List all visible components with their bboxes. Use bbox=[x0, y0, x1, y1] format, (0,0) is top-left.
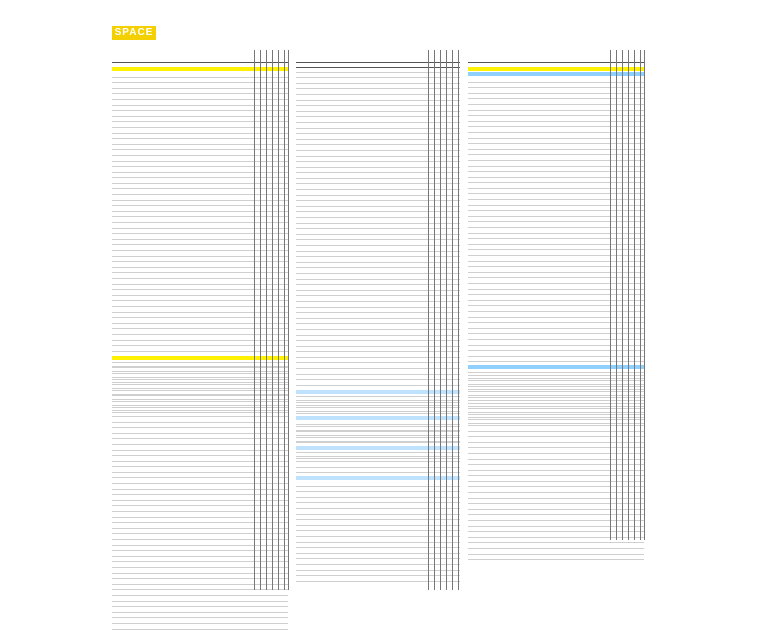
page2-section-b bbox=[296, 416, 460, 420]
column-divider bbox=[278, 50, 279, 590]
column-divider bbox=[610, 50, 611, 540]
column-divider bbox=[288, 50, 289, 590]
page2-rows-c bbox=[296, 421, 460, 449]
page3-section-c bbox=[468, 365, 644, 369]
column-divider bbox=[628, 50, 629, 540]
column-divider bbox=[616, 50, 617, 540]
table-row bbox=[468, 555, 644, 561]
column-divider bbox=[644, 50, 645, 540]
table-row bbox=[296, 576, 460, 582]
page2-rows-e bbox=[296, 481, 460, 582]
page2-rows-d bbox=[296, 451, 460, 479]
column-divider bbox=[622, 50, 623, 540]
page2-section-d bbox=[296, 476, 460, 480]
company-logo: SPACE bbox=[112, 26, 156, 40]
page3-rows-b bbox=[468, 370, 644, 560]
column-divider bbox=[254, 50, 255, 590]
column-divider bbox=[428, 50, 429, 590]
table-row bbox=[112, 624, 288, 630]
page3-section-b bbox=[468, 72, 644, 76]
column-divider bbox=[458, 50, 459, 590]
column-divider bbox=[266, 50, 267, 590]
page3-section-a bbox=[468, 67, 644, 71]
page1-rows-b bbox=[112, 361, 288, 630]
column-divider bbox=[440, 50, 441, 590]
column-divider bbox=[272, 50, 273, 590]
page2-section-a bbox=[296, 390, 460, 394]
column-divider bbox=[634, 50, 635, 540]
page1-section-b bbox=[112, 356, 288, 360]
column-divider bbox=[284, 50, 285, 590]
page2-section-c bbox=[296, 446, 460, 450]
column-divider bbox=[446, 50, 447, 590]
page2-rows-b bbox=[296, 395, 460, 417]
column-divider bbox=[640, 50, 641, 540]
column-divider bbox=[452, 50, 453, 590]
page1-section-a bbox=[112, 67, 288, 71]
column-divider bbox=[434, 50, 435, 590]
column-divider bbox=[260, 50, 261, 590]
